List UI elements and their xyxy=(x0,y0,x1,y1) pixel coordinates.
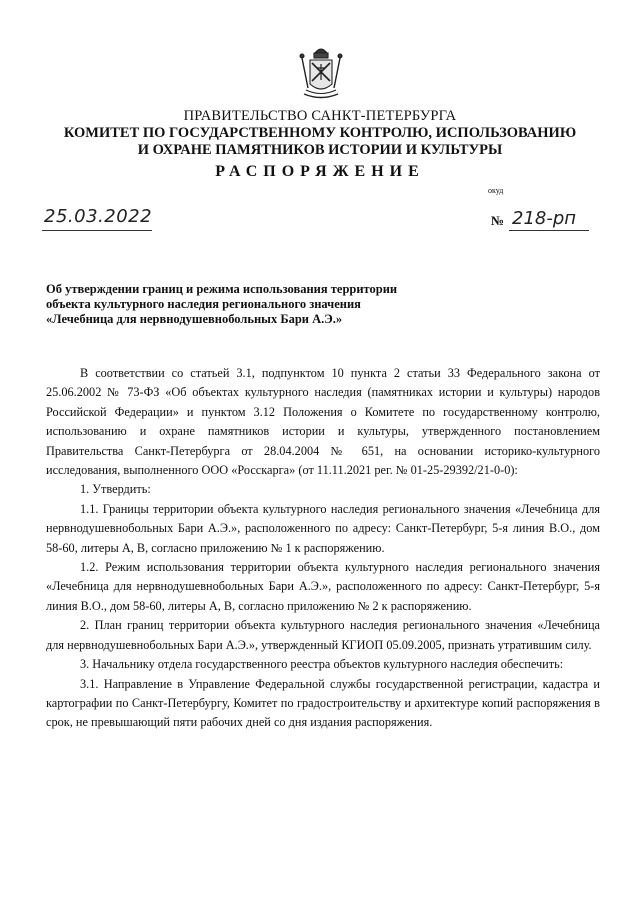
handwritten-number: 218-рп xyxy=(512,208,577,229)
date-underline xyxy=(42,230,152,231)
handwritten-date: 25.03.2022 xyxy=(44,206,153,227)
committee-title-line-1: КОМИТЕТ ПО ГОСУДАРСТВЕННОМУ КОНТРОЛЮ, ИСПОЛЬЗОВАНИЮ xyxy=(63,125,577,141)
government-title: ПРАВИТЕЛЬСТВО САНКТ-ПЕТЕРБУРГА xyxy=(183,108,457,124)
paragraph-preamble: В соответствии со статьей 3.1, подпунктом 10 пункта 2 статьи 33 Федерального закона от 25.06.2002 № 73-ФЗ «Об объектах культурного наследия (памятниках истории и культуры) народов Российской Федерации» и пунктом 3.12 Положения о Комитете по государственному контролю, использованию и охране памятников истории и культуры, утвержденного постановлением Правительства Санкт-Петербурга от 28.04.2004 № 651, на основании историко-культурного исследования, выполненного ООО «Росскарга» (от 11.11.2021 рег. № 01-25-29392/21-0-0): xyxy=(46,366,600,478)
paragraph-item-3-1: 3.1. Направление в Управление Федеральной службы государственной регистрации, кадастра и картографии по Санкт-Петербургу, Комитет по градостроительству и архитектуре копий распоряжения в срок, не превышающий пяти рабочих дней со дня издания распоряжения. xyxy=(46,676,600,730)
committee-title-line-2: И ОХРАНЕ ПАМЯТНИКОВ ИСТОРИИ И КУЛЬТУРЫ xyxy=(137,142,503,158)
paragraph-item-1: 1. Утвердить: xyxy=(80,482,151,497)
subject-line-3: «Лечебница для нервнодушевнобольных Бари А.Э.» xyxy=(46,312,343,326)
document-number xyxy=(491,209,591,233)
paragraph-item-2: 2. План границ территории объекта культурного наследия регионального значения «Лечебница для нервнодушевнобольных Бари А.Э.», утвержденный КГИОП 05.09.2005, признать утратившим силу. xyxy=(46,618,600,652)
number-underline xyxy=(509,230,589,231)
committee-title xyxy=(40,125,600,159)
okud-label: окуд xyxy=(488,186,504,195)
paragraph-item-1-2: 1.2. Режим использования территории объекта культурного наследия регионального значения «Лечебница для нервнодушевнобольных Бари А.Э.», расположенного по адресу: Санкт-Петербург, 5-я линия В.О., дом 58-60, литеры А, В, согласно приложению № 2 к распоряжению. xyxy=(46,560,600,613)
subject-line-2: объекта культурного наследия регионального значения xyxy=(46,297,361,311)
number-sign: № xyxy=(491,213,505,228)
document-subject xyxy=(46,282,466,327)
document-body xyxy=(46,364,600,733)
subject-line-1: Об утверждении границ и режима использования территории xyxy=(46,282,398,296)
paragraph-item-1-1: 1.1. Границы территории объекта культурного наследия регионального значения «Лечебница для нервнодушевнобольных Бари А.Э.», расположенного по адресу: Санкт-Петербург, 5-я линия В.О., дом 58-60, литеры А, В, согласно приложению № 1 к распоряжению. xyxy=(46,501,600,555)
paragraph-item-3: 3. Начальнику отдела государственного реестра объектов культурного наследия обеспечить: xyxy=(80,657,564,672)
document-type: РАСПОРЯЖЕНИЕ xyxy=(215,163,425,180)
st-petersburg-coat-of-arms-icon xyxy=(298,44,344,102)
